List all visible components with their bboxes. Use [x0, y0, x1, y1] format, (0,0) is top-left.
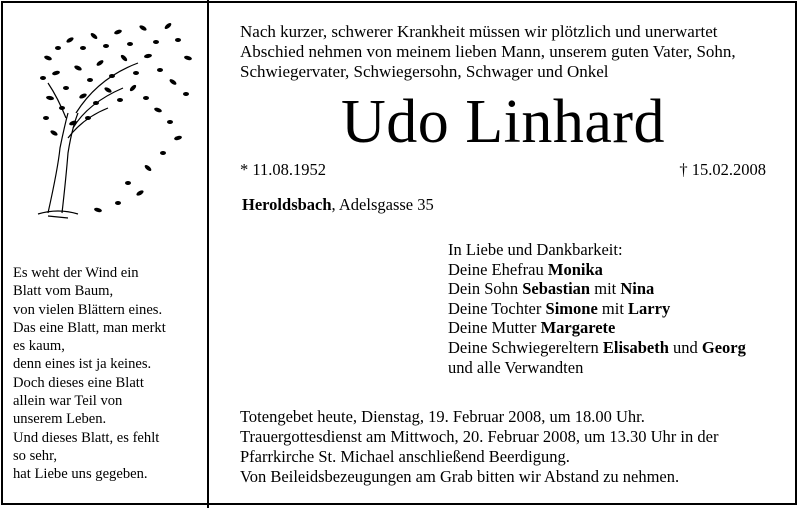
poem-line: von vielen Blättern eines. [13, 301, 163, 318]
poem-line: unserem Leben. [13, 411, 107, 428]
right-column [209, 0, 800, 508]
family-line: Deine Ehefrau Monika [448, 259, 603, 279]
poem-line: so sehr, [13, 447, 58, 464]
address-street: , Adelsgasse 35 [331, 195, 434, 214]
intro-line: Schwiegervater, Schwiegersohn, Schwager und Onkel [240, 62, 609, 81]
poem-line: Blatt vom Baum, [13, 283, 114, 300]
service-line: Trauergottesdienst am Mittwoch, 20. Februar 2008, um 13.30 Uhr in der [240, 427, 719, 446]
poem-line: denn eines ist ja keines. [13, 356, 152, 373]
address [242, 195, 434, 215]
poem-line: Es weht der Wind ein [13, 265, 139, 281]
intro-line: Abschied nehmen von meinem lieben Mann, unserem guten Vater, Sohn, [240, 42, 736, 61]
poem-line: allein war Teil von [13, 393, 123, 410]
deceased-name: Udo Linhard [341, 88, 666, 156]
windblown-tree-illustration [28, 18, 198, 223]
family-closing: und alle Verwandten [448, 357, 584, 377]
service-line: Totengebet heute, Dienstag, 19. Februar 2008, um 18.00 Uhr. [240, 407, 645, 426]
poem-line: Das eine Blatt, man merkt [13, 319, 166, 336]
death-date: † 15.02.2008 [679, 160, 766, 179]
poem [13, 264, 203, 484]
family-line: Deine Schwiegereltern Elisabeth und Georg [448, 337, 746, 357]
family-list [448, 240, 746, 377]
address-town: Heroldsbach [242, 195, 332, 214]
intro-text [240, 22, 736, 82]
service-line: Pfarrkirche St. Michael anschließend Beerdigung. [240, 447, 570, 466]
poem-line: Und dieses Blatt, es fehlt [13, 429, 160, 446]
service-line: Von Beileidsbezeugungen am Grab bitten wir Abstand zu nehmen. [240, 467, 680, 486]
family-line: Dein Sohn Sebastian mit Nina [448, 279, 655, 299]
intro-line: Nach kurzer, schwerer Krankheit müssen wir plötzlich und unerwartet [240, 22, 718, 41]
family-line: Deine Tochter Simone mit Larry [448, 298, 671, 318]
birth-date: * 11.08.1952 [240, 160, 327, 179]
left-column [0, 0, 207, 508]
family-line: Deine Mutter Margarete [448, 318, 616, 338]
service-info [240, 407, 718, 487]
poem-line: hat Liebe uns gegeben. [13, 466, 148, 483]
family-heading: In Liebe und Dankbarkeit: [448, 240, 623, 259]
poem-line: Doch dieses eine Blatt [13, 374, 144, 391]
poem-line: es kaum, [13, 338, 65, 355]
